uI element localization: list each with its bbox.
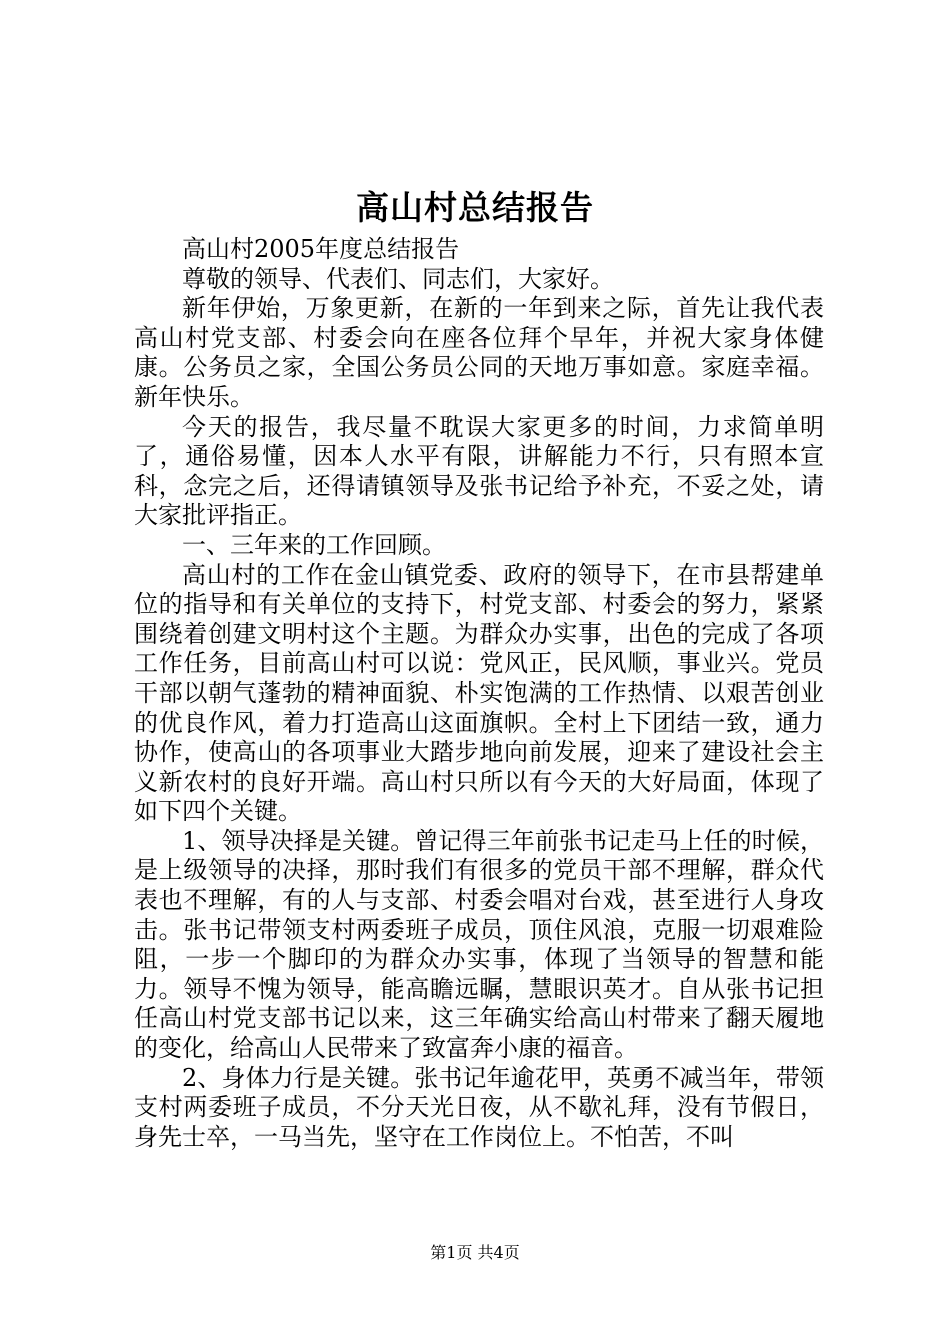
page-footer: 第1页 共4页 [430, 1243, 520, 1262]
paragraph-greeting: 尊敬的领导、代表们、同志们，大家好。 [182, 264, 614, 293]
document-title: 高山村总结报告 [356, 188, 594, 227]
paragraph-report-intro: 今天的报告，我尽量不耽误大家更多的时间，力求简单明了，通俗易懂，因本人水平有限，讲解能力不行，只有照本宣科，念完之后，还得请镇领导及张书记给予补充，不妥之处，请大家批评指正。 [134, 412, 824, 530]
document-body [134, 235, 824, 1152]
paragraph-key-2: 2、身体力行是关键。张书记年逾花甲，英勇不减当年，带领支村两委班子成员，不分天光日夜，从不歇礼拜，没有节假日，身先士卒，一马当先，坚守在工作岗位上。不怕苦，不叫 [134, 1063, 824, 1151]
section-heading-review: 一、三年来的工作回顾。 [182, 530, 446, 559]
paragraph-key-1: 1、领导决择是关键。曾记得三年前张书记走马上任的时候，是上级领导的决择，那时我们有很多的党员干部不理解，群众代表也不理解，有的人与支部、村委会唱对台戏，甚至进行人身攻击。张书记带领支村两委班子成员，顶住风浪，克服一切艰难险阻，一步一个脚印的为群众办实事，体现了当领导的智慧和能力。领导不愧为领导，能高瞻远瞩，慧眼识英才。自从张书记担任高山村党支部书记以来，这三年确实给高山村带来了翻天履地的变化，给高山人民带来了致富奔小康的福音。 [134, 826, 824, 1063]
paragraph-work-overview: 高山村的工作在金山镇党委、政府的领导下，在市县帮建单位的指导和有关单位的支持下，村党支部、村委会的努力，紧紧围绕着创建文明村这个主题。为群众办实事，出色的完成了各项工作任务，目前高山村可以说：党风正，民风顺，事业兴。党员干部以朝气蓬勃的精神面貌、朴实饱满的工作热情、以艰苦创业的优良作风，着力打造高山这面旗帜。全村上下团结一致，通力协作，使高山的各项事业大踏步地向前发展，迎来了建设社会主义新农村的良好开端。高山村只所以有今天的大好局面，体现了如下四个关键。 [134, 560, 824, 826]
paragraph-new-year: 新年伊始，万象更新，在新的一年到来之际，首先让我代表高山村党支部、村委会向在座各位拜个早年，并祝大家身体健康。公务员之家，全国公务员公同的天地万事如意。家庭幸福。新年快乐。 [134, 294, 824, 411]
paragraph-subtitle: 高山村2005年度总结报告 [182, 235, 460, 263]
